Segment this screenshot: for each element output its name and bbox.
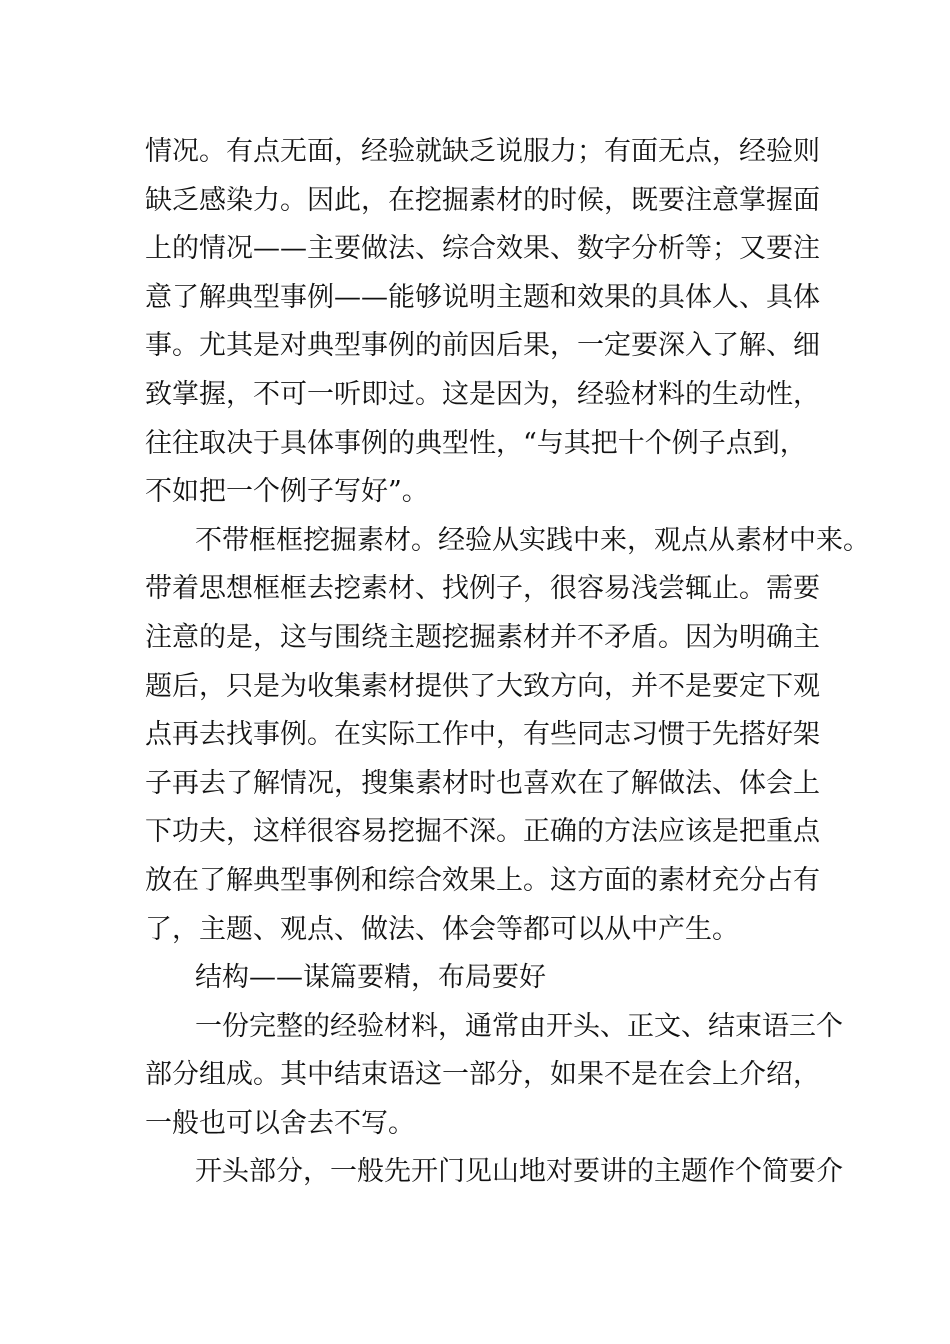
text-line: 下功夫，这样很容易挖掘不深。正确的方法应该是把重点 — [145, 816, 820, 848]
paragraph-start-line: 一份完整的经验材料，通常由开头、正文、结束语三个 — [195, 1010, 843, 1042]
text-line: 一般也可以舍去不写。 — [145, 1107, 415, 1139]
body-text — [145, 128, 870, 1197]
text-line: 上的情况——主要做法、综合效果、数字分析等；又要注 — [145, 233, 820, 265]
text-line: 点再去找事例。在实际工作中，有些同志习惯于先搭好架 — [145, 719, 820, 751]
text-line: 了，主题、观点、做法、体会等都可以从中产生。 — [145, 913, 739, 945]
paragraph-start-line: 不带框框挖掘素材。经验从实践中来，观点从素材中来。 — [195, 524, 870, 556]
text-line: 往往取决于具体事例的典型性，“与其把十个例子点到， — [145, 427, 807, 459]
text-line: 带着思想框框去挖素材、找例子，很容易浅尝辄止。需要 — [145, 573, 820, 605]
text-line: 情况。有点无面，经验就缺乏说服力；有面无点，经验则 — [145, 136, 820, 167]
text-line: 注意的是，这与围绕主题挖掘素材并不矛盾。因为明确主 — [145, 621, 820, 653]
text-line: 题后，只是为收集素材提供了大致方向，并不是要定下观 — [145, 670, 820, 702]
section-heading: 结构——谋篇要精，布局要好 — [195, 962, 546, 994]
text-line: 事。尤其是对典型事例的前因后果，一定要深入了解、细 — [145, 330, 820, 362]
text-line: 不如把一个例子写好”。 — [145, 476, 429, 508]
text-line: 放在了解典型事例和综合效果上。这方面的素材充分占有 — [145, 864, 820, 896]
text-line: 部分组成。其中结束语这一部分，如果不是在会上介绍， — [145, 1059, 820, 1091]
text-line: 缺乏感染力。因此，在挖掘素材的时候，既要注意掌握面 — [145, 184, 820, 216]
text-line: 致掌握，不可一听即过。这是因为，经验材料的生动性， — [145, 378, 820, 410]
paragraph-start-line: 开头部分，一般先开门见山地对要讲的主题作个简要介 — [195, 1156, 843, 1188]
text-line: 子再去了解情况，搜集素材时也喜欢在了解做法、体会上 — [145, 767, 820, 799]
text-line: 意了解典型事例——能够说明主题和效果的具体人、具体 — [145, 281, 820, 313]
